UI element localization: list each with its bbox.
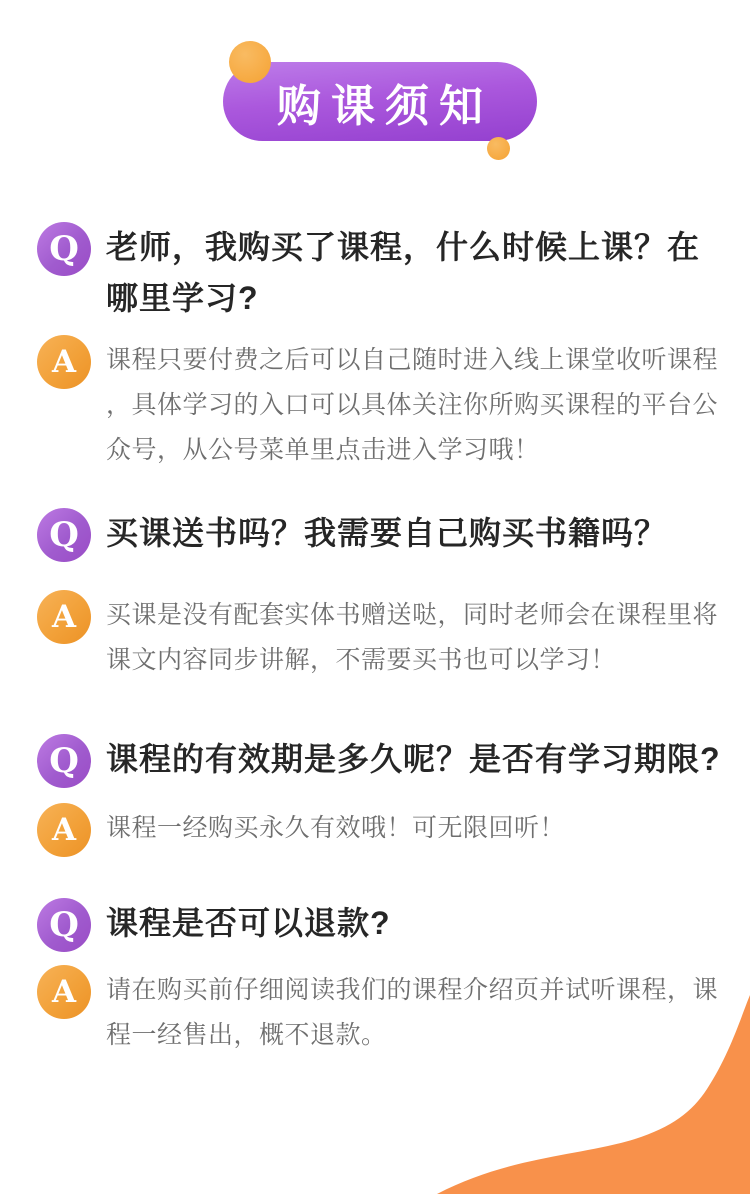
faq-item bbox=[37, 222, 750, 473]
faq-item bbox=[37, 734, 750, 857]
answer-row bbox=[37, 965, 750, 1058]
header bbox=[0, 0, 750, 222]
question-row bbox=[37, 734, 750, 788]
question-row bbox=[37, 222, 750, 324]
a-badge: A bbox=[37, 803, 91, 857]
question-text: 课程是否可以退款? bbox=[106, 905, 391, 941]
answer-row bbox=[37, 590, 750, 683]
question-text: 课程的有效期是多久呢？是否有学习期限? bbox=[106, 741, 721, 777]
q-badge: Q bbox=[37, 222, 91, 276]
question-row bbox=[37, 508, 750, 562]
question-row bbox=[37, 898, 750, 952]
title-banner bbox=[223, 62, 537, 141]
a-badge: A bbox=[37, 590, 91, 644]
deco-circle-large-icon bbox=[229, 41, 271, 83]
answer-text: 课程只要付费之后可以自己随时进入线上课堂收听课程，具体学习的入口可以具体关注你所购买课程的平台公众号，从公号菜单里点击进入学习哦！ bbox=[106, 346, 719, 464]
deco-circle-small-icon bbox=[487, 137, 510, 160]
question-text: 买课送书吗？我需要自己购买书籍吗？ bbox=[106, 515, 668, 551]
q-badge: Q bbox=[37, 508, 91, 562]
question-text: 老师，我购买了课程，什么时候上课？在哪里学习? bbox=[106, 229, 701, 316]
answer-text: 请在购买前仔细阅读我们的课程介绍页并试听课程，课程一经售出，概不退款。 bbox=[106, 976, 719, 1049]
page-title: 购课须知 bbox=[277, 81, 493, 131]
q-badge: Q bbox=[37, 898, 91, 952]
answer-text: 买课是没有配套实体书赠送哒，同时老师会在课程里将课文内容同步讲解，不需要买书也可以学习！ bbox=[106, 601, 719, 674]
faq-item bbox=[37, 898, 750, 1058]
faq-list bbox=[0, 222, 750, 1058]
answer-text: 课程一经购买永久有效哦！可无限回听！ bbox=[106, 814, 566, 842]
a-badge: A bbox=[37, 965, 91, 1019]
faq-item bbox=[37, 508, 750, 683]
answer-row bbox=[37, 335, 750, 473]
answer-row bbox=[37, 803, 750, 857]
q-badge: Q bbox=[37, 734, 91, 788]
a-badge: A bbox=[37, 335, 91, 389]
